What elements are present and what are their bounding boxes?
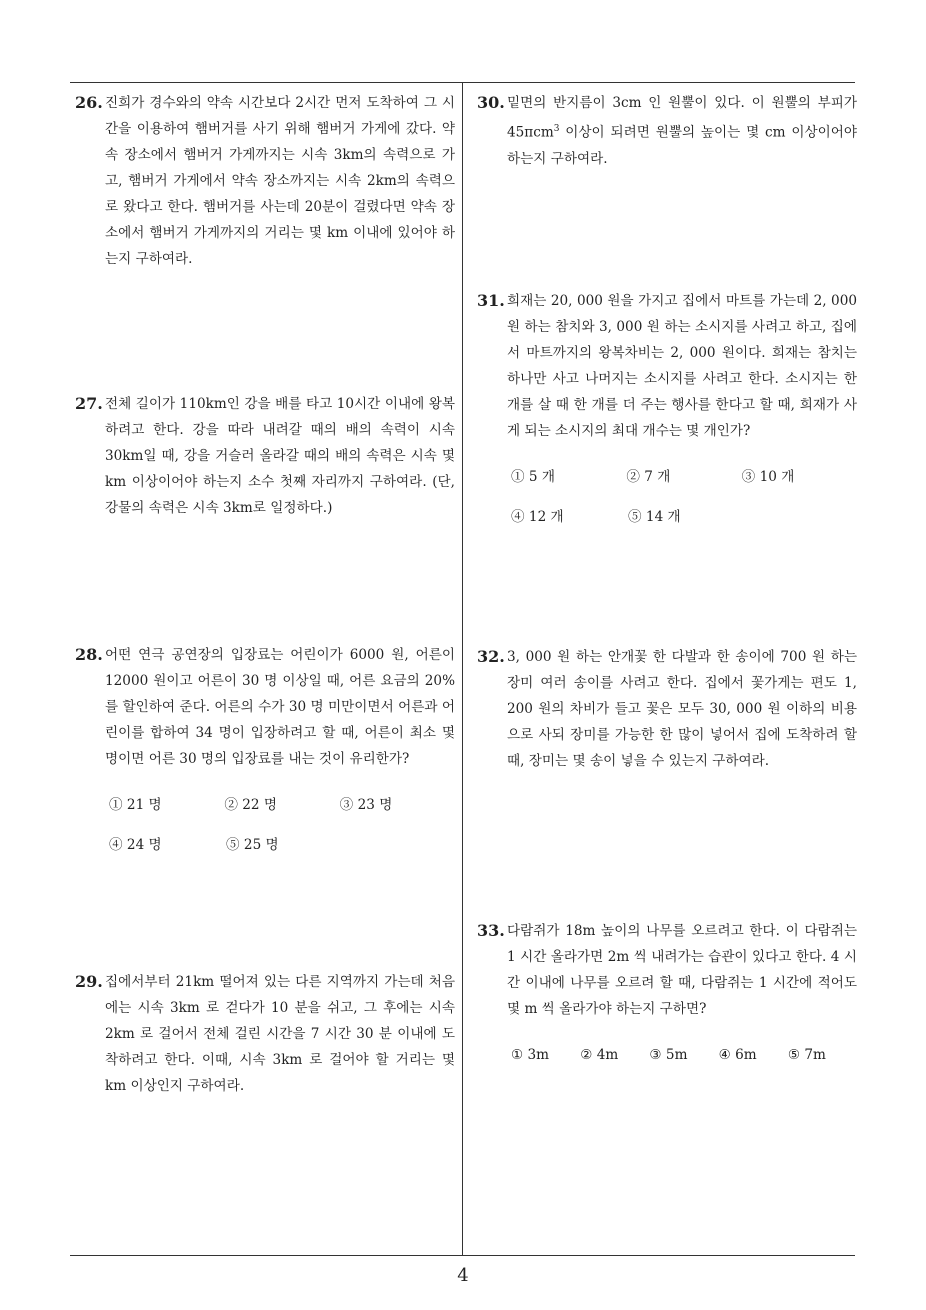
answer-option[interactable]: ① 5 개 bbox=[511, 469, 556, 485]
answer-option[interactable]: ① 21 명 bbox=[109, 797, 162, 813]
answer-option[interactable]: ③ 5m bbox=[649, 1047, 688, 1063]
question-26 bbox=[75, 90, 455, 272]
question-28 bbox=[75, 642, 455, 872]
question-31 bbox=[477, 288, 857, 544]
question-text: 희재는 20, 000 원을 가지고 집에서 마트를 가는데 2, 000 원 하는 참치와 3, 000 원 하는 소시지를 사려고 하고, 집에서 마트까지의 왕복차비는 2, 000 원이다. 희재는 참치는 하나만 사고 나머지는 소시지를 사려고 한다. 소시지는 한 개를 살 때 한 개를 더 주는 행사를 한다고 할 때, 희재가 사게 되는 소시지의 최대 개수는 몇 개인가? bbox=[507, 293, 857, 439]
question-number: 33. bbox=[477, 921, 505, 940]
question-text: 집에서부터 21km 떨어져 있는 다른 지역까지 가는데 처음에는 시속 3km 로 걷다가 10 분을 쉬고, 그 후에는 시속 2km 로 걸어서 전체 걸린 시간을 7 시간 30 분 이내에 도착하려고 한다. 이때, 시속 3km 로 걸어야 할 거리는 몇 km 이상인지 구하여라. bbox=[105, 974, 455, 1094]
answer-options bbox=[109, 792, 455, 872]
question-text: 진희가 경수와의 약속 시간보다 2시간 먼저 도착하여 그 시간을 이용하여 햄버거를 사기 위해 햄버거 가게에 갔다. 약속 장소에서 햄버거 가게까지는 시속 3km의 속력으로 가고, 햄버거 가게에서 약속 장소까지는 시속 2km의 속력으로 왔다고 한다. 햄버거를 사는데 20분이 걸렸다면 약속 장소에서 햄버거 가게까지의 거리는 몇 km 이내에 있어야 하는지 구하여라. bbox=[105, 95, 455, 267]
question-29 bbox=[75, 969, 455, 1099]
question-number: 27. bbox=[75, 394, 103, 413]
page-number: 4 bbox=[457, 1265, 469, 1286]
answer-option[interactable]: ⑤ 14 개 bbox=[628, 509, 681, 525]
question-number: 29. bbox=[75, 972, 103, 991]
question-text: 3, 000 원 하는 안개꽃 한 다발과 한 송이에 700 원 하는 장미 여러 송이를 사려고 한다. 집에서 꽃가게는 편도 1, 200 원의 차비가 들고 꽃은 모두 30, 000 원 이하의 비용으로 사되 장미를 가능한 한 많이 넣어서 집에 도착하려 할 때, 장미는 몇 송이 넣을 수 있는지 구하여라. bbox=[507, 649, 857, 769]
question-text: 어떤 연극 공연장의 입장료는 어린이가 6000 원, 어른이 12000 원이고 어른이 30 명 이상일 때, 어른 요금의 20% 를 할인하여 준다. 어른의 수가 30 명 미만이면서 어른과 어린이를 합하여 34 명이 입장하려고 할 때, 어른이 최소 몇 명이면 어른 30 명의 입장료를 내는 것이 유리한가? bbox=[105, 647, 455, 767]
question-number: 32. bbox=[477, 647, 505, 666]
answer-option[interactable]: ③ 10 개 bbox=[741, 469, 795, 485]
question-number: 31. bbox=[477, 291, 505, 310]
superscript: 3 bbox=[553, 124, 560, 134]
question-number: 26. bbox=[75, 93, 103, 112]
question-text: 전체 길이가 110km인 강을 배를 타고 10시간 이내에 왕복하려고 한다. 강을 따라 내려갈 때의 배의 속력이 시속 30km일 때, 강을 거슬러 올라갈 때의 배의 속력은 시속 몇 km 이상이어야 하는지 소수 첫째 자리까지 구하여라. (단, 강물의 속력은 시속 3km로 일정하다.) bbox=[105, 396, 455, 516]
question-text-part: 밑면의 반지름이 3cm 인 원뿔이 있다. 이 원뿔의 부피가 45πcm bbox=[507, 95, 857, 141]
answer-option[interactable]: ⑤ 25 명 bbox=[226, 837, 279, 853]
question-30 bbox=[477, 90, 857, 172]
answer-option[interactable]: ② 7 개 bbox=[626, 469, 671, 485]
answer-option[interactable]: ③ 23 명 bbox=[339, 797, 393, 813]
answer-option[interactable]: ④ 6m bbox=[718, 1047, 757, 1063]
column-divider bbox=[462, 82, 463, 1256]
question-text-part: 이상이 되려면 원뿔의 높이는 몇 cm 이상이어야 하는지 구하여라. bbox=[507, 124, 857, 167]
answer-option[interactable]: ④ 12 개 bbox=[511, 509, 564, 525]
question-27 bbox=[75, 391, 455, 521]
answer-option[interactable]: ② 22 명 bbox=[224, 797, 277, 813]
answer-option[interactable]: ⑤ 7m bbox=[787, 1047, 826, 1063]
question-text: 다람쥐가 18m 높이의 나무를 오르려고 한다. 이 다람쥐는 1 시간 올라가면 2m 씩 내려가는 습관이 있다고 한다. 4 시간 이내에 나무를 오르려 할 때, 다람쥐는 1 시간에 적어도 몇 m 씩 올라가야 하는지 구하면? bbox=[507, 923, 857, 1017]
question-number: 30. bbox=[477, 93, 505, 112]
question-33 bbox=[477, 918, 857, 1082]
question-number: 28. bbox=[75, 645, 103, 664]
answer-options bbox=[511, 1042, 857, 1082]
answer-option[interactable]: ② 4m bbox=[580, 1047, 619, 1063]
answer-options bbox=[511, 464, 857, 544]
bottom-rule bbox=[70, 1255, 855, 1256]
question-text bbox=[507, 90, 857, 172]
question-32 bbox=[477, 644, 857, 774]
answer-option[interactable]: ④ 24 명 bbox=[109, 837, 162, 853]
answer-option[interactable]: ① 3m bbox=[511, 1047, 550, 1063]
